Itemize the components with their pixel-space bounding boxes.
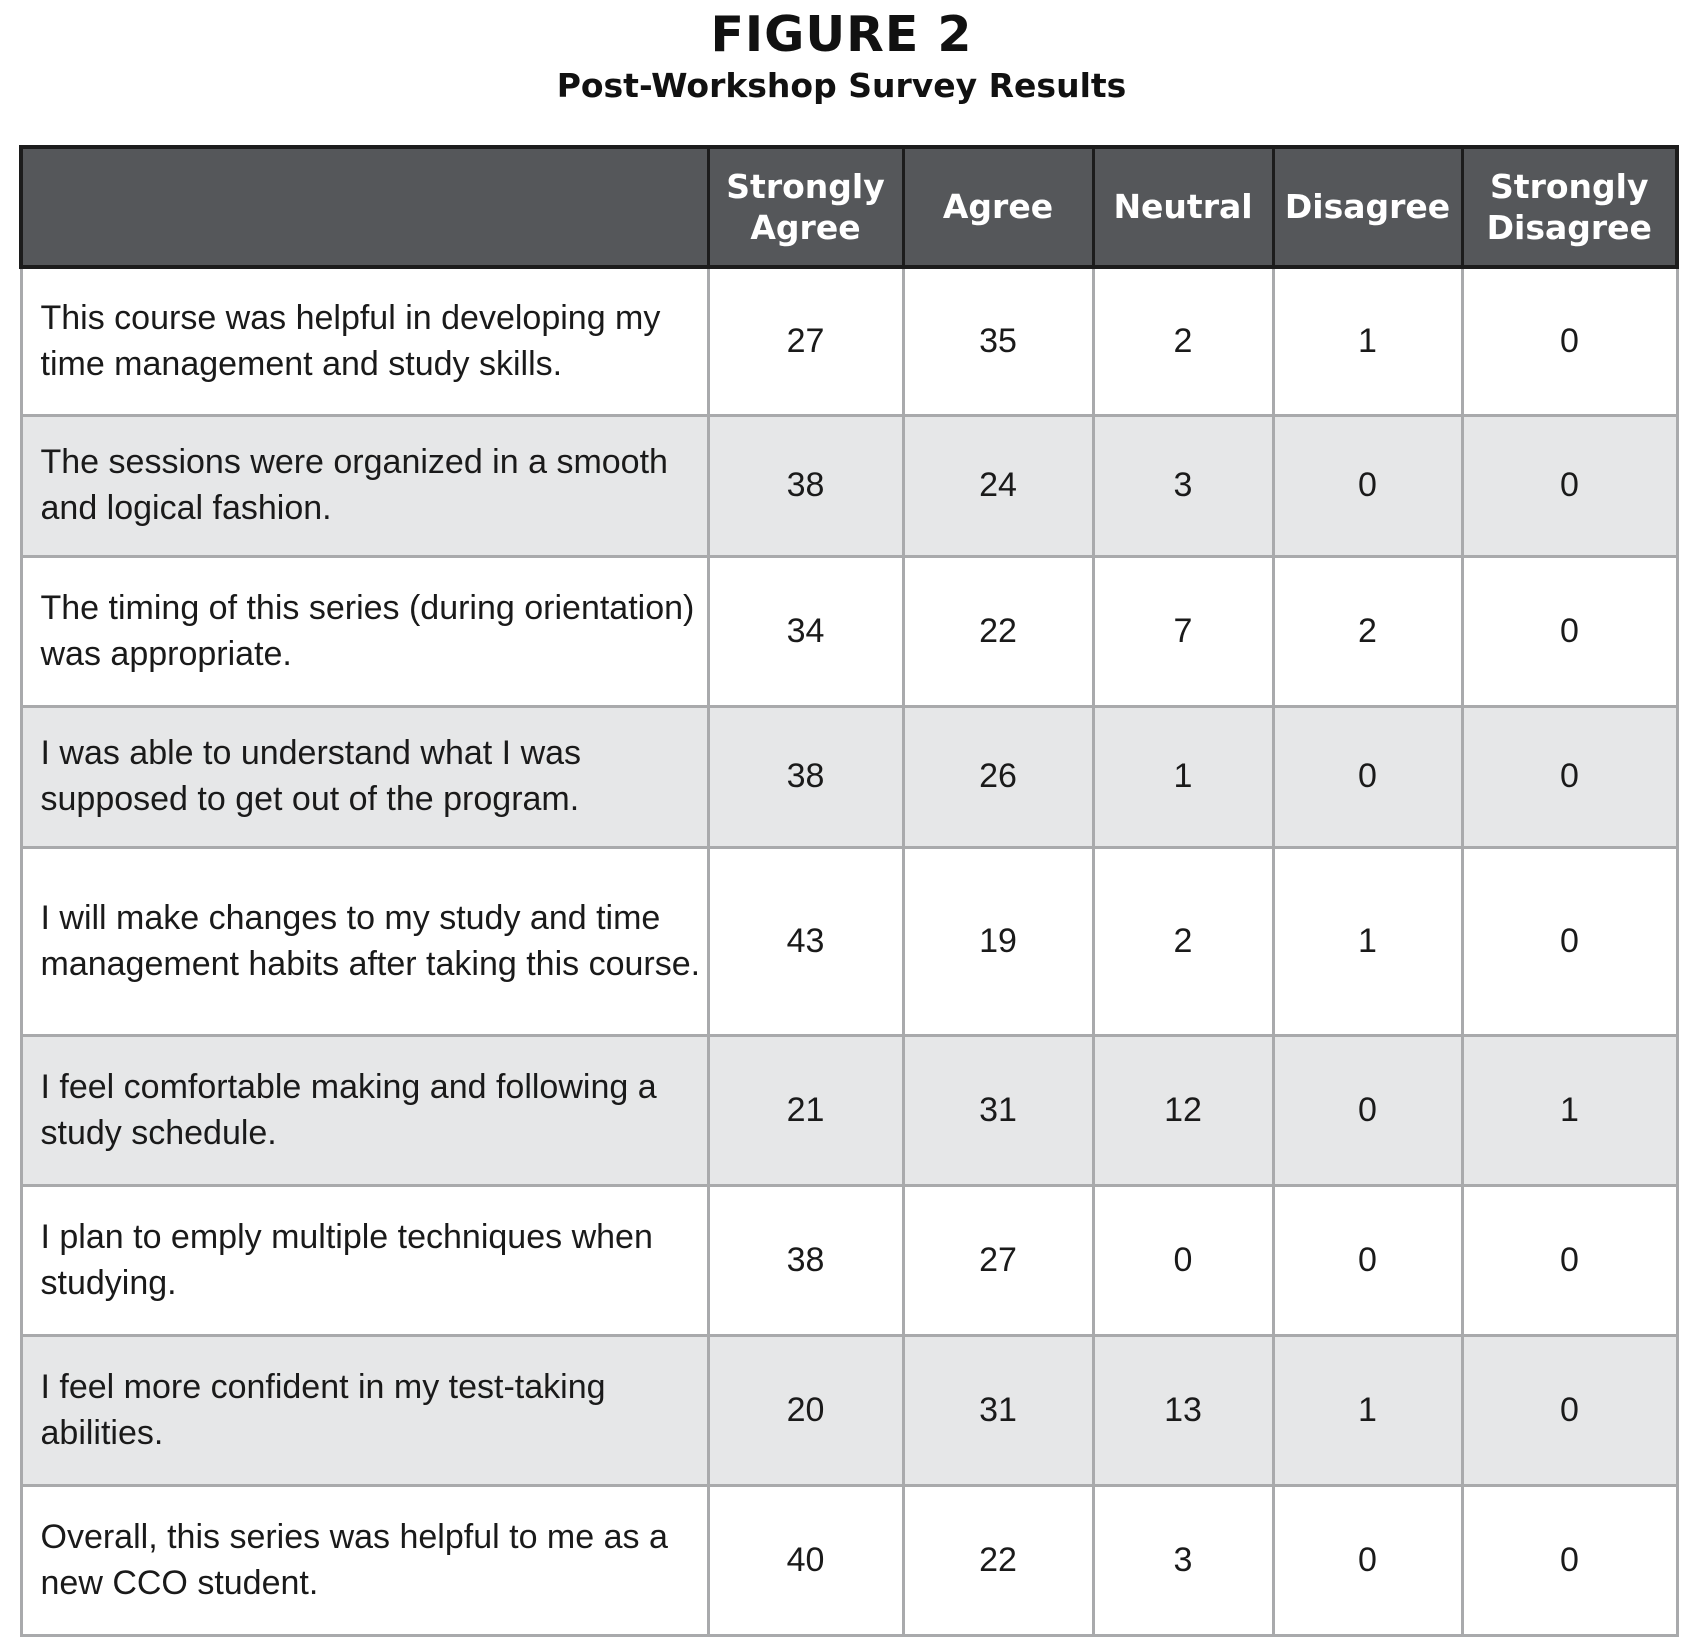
value-cell-agree: 22: [903, 1486, 1093, 1636]
value-cell-agree: 22: [903, 557, 1093, 707]
column-header-strongly-disagree: [1462, 147, 1677, 267]
value-cell-strongly-disagree: 0: [1462, 1186, 1677, 1336]
value-cell-disagree: 0: [1273, 707, 1462, 848]
column-header-line: Disagree: [1284, 187, 1451, 227]
column-header-line: Neutral: [1113, 187, 1253, 227]
value-cell-agree: 31: [903, 1036, 1093, 1186]
column-header-line: Disagree: [1486, 208, 1652, 247]
statement-cell: Overall, this series was helpful to me as a new CCO student.: [21, 1486, 708, 1636]
statement-cell: I was able to understand what I was supposed to get out of the program.: [21, 707, 708, 848]
value-cell-neutral: 7: [1093, 557, 1273, 707]
column-header-line: Agree: [942, 187, 1054, 227]
value-cell-strongly-disagree: 0: [1462, 416, 1677, 557]
value-cell-strongly-agree: 20: [708, 1336, 903, 1486]
value-cell-strongly-disagree: 0: [1462, 707, 1677, 848]
value-cell-agree: 27: [903, 1186, 1093, 1336]
column-header-line: Agree: [750, 208, 861, 247]
value-cell-disagree: 0: [1273, 1486, 1462, 1636]
column-header-strongly-agree: [708, 147, 903, 267]
value-cell-disagree: 0: [1273, 1036, 1462, 1186]
value-cell-strongly-agree: 38: [708, 416, 903, 557]
value-cell-disagree: 1: [1273, 1336, 1462, 1486]
table-row: [21, 267, 1677, 416]
statement-cell: I plan to emply multiple techniques when studying.: [21, 1186, 708, 1336]
figure-title: FIGURE 2: [710, 6, 973, 63]
figure-subtitle: Post-Workshop Survey Results: [556, 66, 1127, 105]
table-row: [21, 1036, 1677, 1186]
table-row: [21, 416, 1677, 557]
value-cell-strongly-agree: 38: [708, 1186, 903, 1336]
value-cell-neutral: 2: [1093, 267, 1273, 416]
value-cell-strongly-disagree: 0: [1462, 557, 1677, 707]
value-cell-strongly-agree: 34: [708, 557, 903, 707]
table-header-row: [21, 147, 1677, 267]
value-cell-agree: 24: [903, 416, 1093, 557]
table-row: [21, 848, 1677, 1036]
value-cell-disagree: 0: [1273, 1186, 1462, 1336]
value-cell-strongly-disagree: 0: [1462, 1336, 1677, 1486]
value-cell-strongly-agree: 40: [708, 1486, 903, 1636]
table-row: [21, 707, 1677, 848]
value-cell-strongly-agree: 27: [708, 267, 903, 416]
value-cell-strongly-disagree: 0: [1462, 1486, 1677, 1636]
value-cell-neutral: 12: [1093, 1036, 1273, 1186]
column-header-disagree: [1273, 147, 1462, 267]
value-cell-neutral: 0: [1093, 1186, 1273, 1336]
value-cell-disagree: 0: [1273, 416, 1462, 557]
value-cell-agree: 35: [903, 267, 1093, 416]
statement-cell: The timing of this series (during orientation) was appropriate.: [21, 557, 708, 707]
value-cell-agree: 19: [903, 848, 1093, 1036]
value-cell-neutral: 3: [1093, 1486, 1273, 1636]
statement-cell: I feel comfortable making and following a study schedule.: [21, 1036, 708, 1186]
value-cell-strongly-agree: 21: [708, 1036, 903, 1186]
value-cell-strongly-disagree: 1: [1462, 1036, 1677, 1186]
column-header-statement: [21, 147, 708, 267]
value-cell-strongly-agree: 38: [708, 707, 903, 848]
statement-cell: This course was helpful in developing my time management and study skills.: [21, 267, 708, 416]
table-row: [21, 557, 1677, 707]
value-cell-strongly-disagree: 0: [1462, 267, 1677, 416]
statement-cell: I will make changes to my study and time management habits after taking this course.: [21, 848, 708, 1036]
value-cell-disagree: 1: [1273, 848, 1462, 1036]
value-cell-neutral: 2: [1093, 848, 1273, 1036]
value-cell-agree: 31: [903, 1336, 1093, 1486]
statement-cell: I feel more confident in my test-taking abilities.: [21, 1336, 708, 1486]
table-row: [21, 1186, 1677, 1336]
column-header-neutral: [1093, 147, 1273, 267]
column-header-line: Strongly: [1490, 166, 1649, 206]
column-header-agree: [903, 147, 1093, 267]
survey-results-table: [19, 145, 1679, 1637]
table-row: [21, 1486, 1677, 1636]
value-cell-strongly-disagree: 0: [1462, 848, 1677, 1036]
value-cell-disagree: 1: [1273, 267, 1462, 416]
value-cell-neutral: 13: [1093, 1336, 1273, 1486]
value-cell-agree: 26: [903, 707, 1093, 848]
table-row: [21, 1336, 1677, 1486]
column-header-line: Strongly: [726, 166, 885, 206]
value-cell-disagree: 2: [1273, 557, 1462, 707]
statement-cell: The sessions were organized in a smooth and logical fashion.: [21, 416, 708, 557]
value-cell-neutral: 3: [1093, 416, 1273, 557]
survey-results-table-container: [19, 145, 1675, 1637]
value-cell-neutral: 1: [1093, 707, 1273, 848]
value-cell-strongly-agree: 43: [708, 848, 903, 1036]
